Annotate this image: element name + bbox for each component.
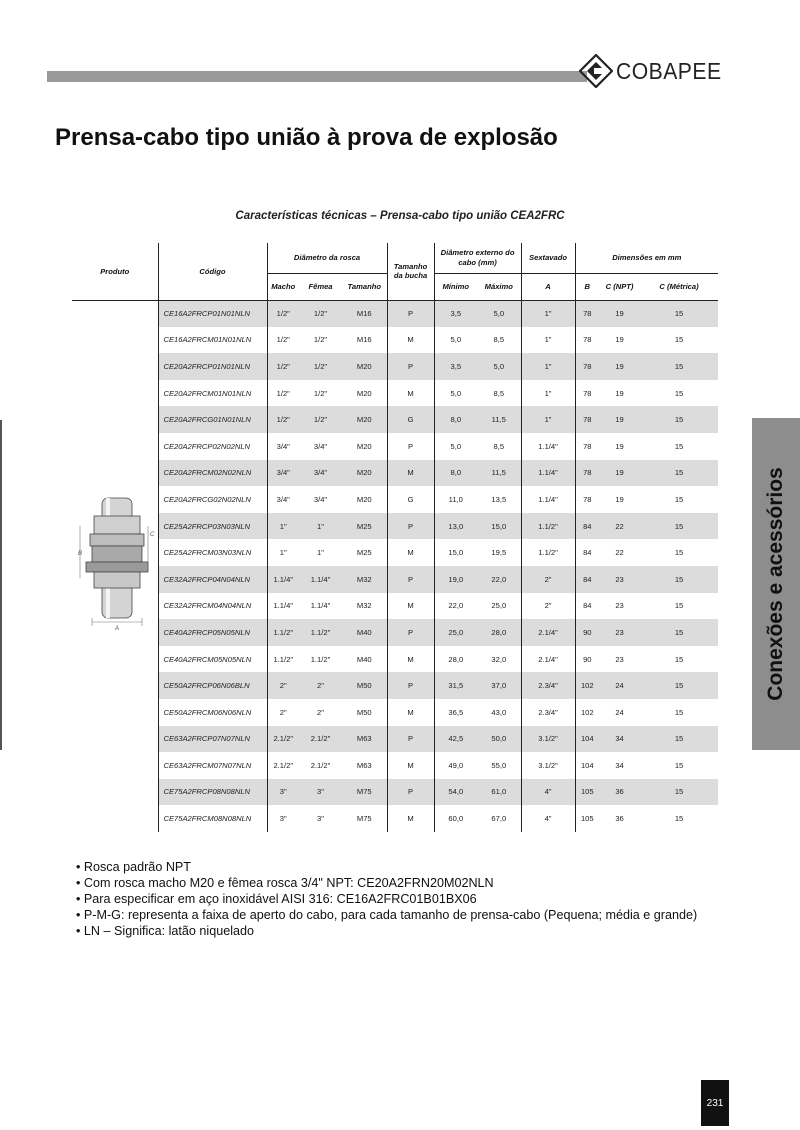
cell-c-metrica: 15 [674, 654, 684, 664]
cell-b: 105 [575, 779, 599, 806]
cell-bucha: M [387, 805, 434, 832]
cell-c-npt: 19 [599, 300, 640, 327]
table-row [72, 619, 718, 646]
cell-c-npt: 19 [615, 441, 624, 451]
cell-b: 78 [575, 406, 599, 433]
cell-femea: 3" [299, 779, 342, 806]
cell-b: 105 [575, 805, 599, 832]
cell-tamanho: M63 [356, 760, 372, 770]
cell-codigo: CE50A2FRCM06N06NLN [158, 699, 267, 726]
cell-codigo: CE20A2FRCG01N01NLN [158, 406, 267, 433]
cell-macho: 1.1/2" [267, 646, 299, 673]
cell-bucha: P [387, 353, 434, 380]
cell-maximo: 22,0 [477, 566, 521, 593]
cell-femea: 2" [299, 672, 342, 699]
table-row [72, 646, 718, 673]
cell-maximo: 8,5 [493, 335, 505, 345]
table-row [72, 699, 718, 726]
cell-macho: 1.1/2" [267, 619, 299, 646]
cell-b: 78 [575, 327, 599, 354]
cell-bucha: P [387, 433, 434, 460]
cell-bucha: M [387, 380, 434, 407]
cell-maximo: 61,0 [477, 779, 521, 806]
cell-bucha: P [387, 672, 434, 699]
cell-bucha: M [387, 752, 434, 779]
cell-femea: 1.1/2" [299, 619, 342, 646]
cell-macho: 1/2" [267, 353, 299, 380]
cell-codigo: CE20A2FRCG02N02NLN [158, 486, 267, 513]
specifications-table [72, 243, 718, 832]
cell-c-metrica: 15 [674, 388, 684, 398]
cell-codigo: CE20A2FRCM01N01NLN [158, 380, 267, 407]
cell-femea: 1.1/4" [310, 601, 331, 611]
cell-sextavado: 1" [521, 380, 575, 407]
table-row [72, 752, 718, 779]
table-row [72, 406, 718, 433]
cell-c-npt: 36 [615, 814, 624, 824]
cell-maximo: 11,5 [477, 406, 521, 433]
cell-bucha: P [387, 513, 434, 540]
cell-macho: 3/4" [267, 433, 299, 460]
table-caption: Características técnicas – Prensa-cabo tipo união CEA2FRC [235, 210, 565, 222]
cell-tamanho: M25 [356, 548, 372, 558]
header-maximo: Máximo [477, 273, 521, 300]
cell-sextavado: 2" [521, 566, 575, 593]
cell-codigo: CE50A2FRCP06N06BLN [158, 672, 267, 699]
cell-minimo: 8,0 [434, 406, 477, 433]
cell-maximo: 25,0 [491, 601, 507, 611]
table-row [72, 539, 718, 566]
table-row [72, 779, 718, 806]
cell-c-metrica: 15 [674, 814, 684, 824]
cell-b: 90 [575, 619, 599, 646]
table-row [72, 353, 718, 380]
header-c-metrica: C (Métrica) [640, 273, 718, 300]
note-item: • P-M-G: representa a faixa de aperto do cabo, para cada tamanho de prensa-cabo (Pequena; média e grande) [76, 908, 698, 922]
header-dimensoes: Dimensões em mm [575, 243, 718, 273]
cell-tamanho: M32 [342, 566, 387, 593]
cell-c-metrica: 15 [674, 494, 684, 504]
cell-minimo: 31,5 [434, 672, 477, 699]
page-title: Prensa-cabo tipo união à prova de explosão [55, 124, 558, 151]
cell-tamanho: M50 [356, 707, 372, 717]
cell-bucha: M [387, 539, 434, 566]
note-item: • Para especificar em aço inoxidável AISI 316: CE16A2FRC01B01BX06 [76, 892, 477, 906]
cell-c-npt: 22 [615, 548, 624, 558]
cell-maximo: 8,5 [493, 388, 505, 398]
cell-b: 102 [575, 672, 599, 699]
section-tab [752, 418, 800, 750]
cell-c-metrica: 15 [640, 779, 718, 806]
cell-macho: 3" [267, 805, 299, 832]
header-b: B [575, 273, 599, 300]
table-row [72, 726, 718, 753]
table-row [72, 433, 718, 460]
cell-b: 104 [575, 726, 599, 753]
table-row [72, 380, 718, 407]
cobapee-logo-icon [579, 54, 613, 88]
cell-tamanho: M16 [356, 335, 372, 345]
cell-tamanho: M32 [356, 601, 372, 611]
cell-maximo: 5,0 [477, 300, 521, 327]
cell-femea: 1/2" [299, 300, 342, 327]
cell-bucha: M [387, 460, 434, 487]
cell-codigo: CE75A2FRCP08N08NLN [158, 779, 267, 806]
cell-c-metrica: 15 [640, 726, 718, 753]
cell-femea: 1/2" [313, 388, 328, 398]
header-a: A [521, 273, 575, 300]
label-b: B [78, 551, 83, 557]
label-c: C [150, 532, 155, 538]
cell-b: 78 [575, 353, 599, 380]
cell-c-npt: 36 [599, 779, 640, 806]
cell-minimo: 15,0 [434, 539, 477, 566]
cell-codigo: CE32A2FRCM04N04NLN [158, 593, 267, 620]
cell-minimo: 49,0 [434, 752, 477, 779]
table-row [72, 300, 718, 327]
cell-minimo: 5,0 [434, 380, 477, 407]
table-header-row [72, 243, 718, 273]
table-row [72, 672, 718, 699]
cell-b: 84 [575, 539, 599, 566]
cell-codigo: CE16A2FRCP01N01NLN [158, 300, 267, 327]
cell-tamanho: M20 [342, 460, 387, 487]
cell-femea: 1.1/2" [310, 654, 331, 664]
cell-minimo: 13,0 [434, 513, 477, 540]
table-body [72, 300, 718, 832]
cell-femea: 1/2" [313, 335, 328, 345]
cell-c-npt: 19 [599, 460, 640, 487]
table-row [72, 327, 718, 354]
header-diametro-rosca: Diâmetro da rosca [267, 243, 387, 273]
cell-tamanho: M20 [356, 441, 372, 451]
page-number: 231 [701, 1080, 729, 1126]
cell-sextavado: 1" [521, 353, 575, 380]
brand-name: COBAPEE [616, 57, 722, 84]
cell-sextavado: 1.1/4" [521, 433, 575, 460]
cell-maximo: 37,0 [477, 672, 521, 699]
header-codigo: Código [158, 243, 267, 300]
header-femea: Fêmea [299, 273, 342, 300]
cell-c-npt: 19 [615, 494, 624, 504]
cell-minimo: 5,0 [434, 433, 477, 460]
cell-codigo: CE20A2FRCM02N02NLN [158, 460, 267, 487]
table-row [72, 566, 718, 593]
cell-tamanho: M20 [342, 353, 387, 380]
cell-tamanho: M20 [342, 406, 387, 433]
cell-sextavado: 1" [521, 300, 575, 327]
cell-bucha: M [387, 327, 434, 354]
cell-sextavado: 2.1/4" [521, 646, 575, 673]
cell-c-metrica: 15 [640, 406, 718, 433]
cell-bucha: P [387, 300, 434, 327]
cell-bucha: G [387, 406, 434, 433]
cell-b: 78 [575, 300, 599, 327]
cell-macho: 1.1/4" [267, 593, 299, 620]
cell-tamanho: M40 [356, 654, 372, 664]
cell-macho: 1.1/4" [267, 566, 299, 593]
cell-macho: 1/2" [267, 406, 299, 433]
cell-macho: 2" [267, 699, 299, 726]
cell-sextavado: 1.1/4" [521, 486, 575, 513]
cell-c-metrica: 15 [640, 353, 718, 380]
cell-sextavado: 2.1/4" [521, 619, 575, 646]
table-row [72, 513, 718, 540]
cell-codigo: CE20A2FRCP01N01NLN [158, 353, 267, 380]
cell-femea: 3/4" [313, 441, 328, 451]
cell-codigo: CE63A2FRCM07N07NLN [158, 752, 267, 779]
cell-c-npt: 34 [615, 760, 624, 770]
cell-minimo: 3,5 [434, 300, 477, 327]
cable-gland-drawing [72, 300, 158, 833]
cell-c-metrica: 15 [674, 441, 684, 451]
cell-minimo: 28,0 [434, 646, 477, 673]
cell-codigo: CE32A2FRCP04N04NLN [158, 566, 267, 593]
cell-tamanho: M40 [342, 619, 387, 646]
cell-maximo: 19,5 [491, 548, 507, 558]
cell-c-npt: 23 [599, 566, 640, 593]
cell-femea: 3/4" [299, 460, 342, 487]
cell-codigo: CE20A2FRCP02N02NLN [158, 433, 267, 460]
cell-sextavado: 3.1/2" [521, 726, 575, 753]
cell-maximo: 28,0 [477, 619, 521, 646]
cell-c-metrica: 15 [674, 335, 684, 345]
label-a: A [115, 626, 120, 632]
cell-femea: 1/2" [299, 406, 342, 433]
cell-tamanho: M63 [342, 726, 387, 753]
cell-bucha: M [387, 646, 434, 673]
cell-maximo: 32,0 [491, 654, 507, 664]
cell-macho: 1/2" [267, 327, 299, 354]
cell-maximo: 11,5 [477, 460, 521, 487]
cobapee-logo [579, 54, 731, 88]
cell-b: 78 [575, 460, 599, 487]
cell-macho: 1" [267, 513, 299, 540]
cell-macho: 2" [267, 672, 299, 699]
cell-macho: 3" [267, 779, 299, 806]
cell-minimo: 42,5 [434, 726, 477, 753]
cell-tamanho: M75 [342, 779, 387, 806]
cell-maximo: 15,0 [477, 513, 521, 540]
cell-codigo: CE40A2FRCM05N05NLN [158, 646, 267, 673]
header-produto: Produto [100, 266, 130, 276]
cell-bucha: M [387, 593, 434, 620]
cell-b: 78 [575, 380, 599, 407]
cell-c-npt: 19 [599, 353, 640, 380]
cell-maximo: 55,0 [491, 760, 507, 770]
cell-minimo: 60,0 [434, 805, 477, 832]
cell-minimo: 5,0 [434, 327, 477, 354]
cell-c-metrica: 15 [674, 707, 684, 717]
cell-minimo: 11,0 [434, 486, 477, 513]
cell-femea: 1" [299, 513, 342, 540]
cell-bucha: P [387, 619, 434, 646]
cell-codigo: CE40A2FRCP05N05NLN [158, 619, 267, 646]
cell-macho: 2.1/2" [267, 726, 299, 753]
cell-b: 84 [575, 593, 599, 620]
cell-sextavado: 2.3/4" [521, 699, 575, 726]
cell-macho: 1" [267, 539, 299, 566]
cell-tamanho: M20 [356, 494, 372, 504]
cell-codigo: CE75A2FRCM08N08NLN [158, 805, 267, 832]
cell-tamanho: M20 [356, 388, 372, 398]
header-sextavado: Sextavado [521, 243, 575, 273]
cell-macho: 3/4" [267, 460, 299, 487]
cell-codigo: CE25A2FRCP03N03NLN [158, 513, 267, 540]
cell-minimo: 25,0 [434, 619, 477, 646]
cell-maximo: 43,0 [491, 707, 507, 717]
cell-maximo: 5,0 [477, 353, 521, 380]
cell-b: 90 [575, 646, 599, 673]
cell-c-npt: 19 [599, 406, 640, 433]
cell-b: 78 [575, 486, 599, 513]
cell-minimo: 19,0 [434, 566, 477, 593]
cell-macho: 1/2" [267, 380, 299, 407]
cell-sextavado: 1" [521, 327, 575, 354]
cell-c-metrica: 15 [640, 566, 718, 593]
cell-c-npt: 23 [615, 654, 624, 664]
cell-codigo: CE16A2FRCM01N01NLN [158, 327, 267, 354]
header-tamanho: Tamanho [342, 273, 387, 300]
cell-maximo: 8,5 [493, 441, 505, 451]
cell-femea: 1" [317, 548, 324, 558]
cell-sextavado: 1.1/2" [521, 513, 575, 540]
cell-femea: 1/2" [299, 353, 342, 380]
note-item: • Rosca padrão NPT [76, 860, 192, 874]
cell-tamanho: M50 [342, 672, 387, 699]
cell-c-npt: 22 [599, 513, 640, 540]
cell-b: 102 [575, 699, 599, 726]
note-item: • LN – Significa: latão niquelado [76, 924, 255, 938]
cell-c-metrica: 15 [640, 672, 718, 699]
cell-c-npt: 24 [615, 707, 624, 717]
cell-sextavado: 1.1/4" [521, 460, 575, 487]
cell-bucha: P [387, 566, 434, 593]
cell-macho: 1/2" [267, 300, 299, 327]
note-item: • Com rosca macho M20 e fêmea rosca 3/4" NPT: CE20A2FRN20M02NLN [76, 876, 494, 890]
cell-sextavado: 2" [521, 593, 575, 620]
product-drawing-cell [72, 300, 158, 833]
cell-b: 78 [575, 433, 599, 460]
cell-c-metrica: 15 [674, 601, 684, 611]
cell-b: 84 [575, 513, 599, 540]
cell-maximo: 13,5 [491, 494, 507, 504]
cell-femea: 3/4" [313, 494, 328, 504]
cell-c-metrica: 15 [640, 513, 718, 540]
cell-bucha: M [387, 699, 434, 726]
table-row [72, 460, 718, 487]
cell-c-npt: 19 [615, 388, 624, 398]
header-minimo: Mínimo [434, 273, 477, 300]
cell-b: 104 [575, 752, 599, 779]
cell-c-metrica: 15 [674, 760, 684, 770]
header-macho: Macho [267, 273, 299, 300]
section-tab-label: Conexões e acessórios [764, 467, 787, 701]
margin-line [0, 420, 2, 750]
cell-codigo: CE63A2FRCP07N07NLN [158, 726, 267, 753]
cell-sextavado: 1.1/2" [521, 539, 575, 566]
cell-minimo: 8,0 [434, 460, 477, 487]
header-tamanho-bucha: Tamanho da bucha [387, 243, 434, 300]
cell-maximo: 50,0 [477, 726, 521, 753]
cell-femea: 2.1/2" [299, 726, 342, 753]
cell-c-npt: 23 [615, 601, 624, 611]
table-row [72, 593, 718, 620]
cell-femea: 2.1/2" [310, 760, 331, 770]
cell-tamanho: M75 [356, 814, 372, 824]
cell-sextavado: 4" [521, 779, 575, 806]
header-c-npt: C (NPT) [599, 273, 640, 300]
cell-femea: 3" [317, 814, 324, 824]
cell-c-metrica: 15 [640, 619, 718, 646]
cell-minimo: 22,0 [434, 593, 477, 620]
cell-c-npt: 23 [599, 619, 640, 646]
cell-bucha: P [387, 726, 434, 753]
cell-tamanho: M25 [342, 513, 387, 540]
header-bar [47, 71, 587, 82]
header-diametro-externo: Diâmetro externo do cabo (mm) [434, 243, 521, 273]
cell-c-metrica: 15 [640, 300, 718, 327]
cell-c-npt: 19 [615, 335, 624, 345]
cell-femea: 2" [317, 707, 324, 717]
cell-c-metrica: 15 [674, 548, 684, 558]
cell-sextavado: 2.3/4" [521, 672, 575, 699]
notes-list [76, 859, 736, 939]
cell-maximo: 67,0 [491, 814, 507, 824]
cell-minimo: 36,5 [434, 699, 477, 726]
cell-tamanho: M16 [342, 300, 387, 327]
cell-macho: 3/4" [267, 486, 299, 513]
cell-minimo: 3,5 [434, 353, 477, 380]
cell-sextavado: 4" [521, 805, 575, 832]
table-row [72, 486, 718, 513]
table-row [72, 805, 718, 832]
cell-c-npt: 24 [599, 672, 640, 699]
cell-bucha: G [387, 486, 434, 513]
cell-c-metrica: 15 [640, 460, 718, 487]
cell-sextavado: 3.1/2" [521, 752, 575, 779]
cell-femea: 1.1/4" [299, 566, 342, 593]
cell-sextavado: 1" [521, 406, 575, 433]
cell-macho: 2.1/2" [267, 752, 299, 779]
cell-minimo: 54,0 [434, 779, 477, 806]
cell-codigo: CE25A2FRCM03N03NLN [158, 539, 267, 566]
cell-bucha: P [387, 779, 434, 806]
cell-c-npt: 34 [599, 726, 640, 753]
cell-b: 84 [575, 566, 599, 593]
